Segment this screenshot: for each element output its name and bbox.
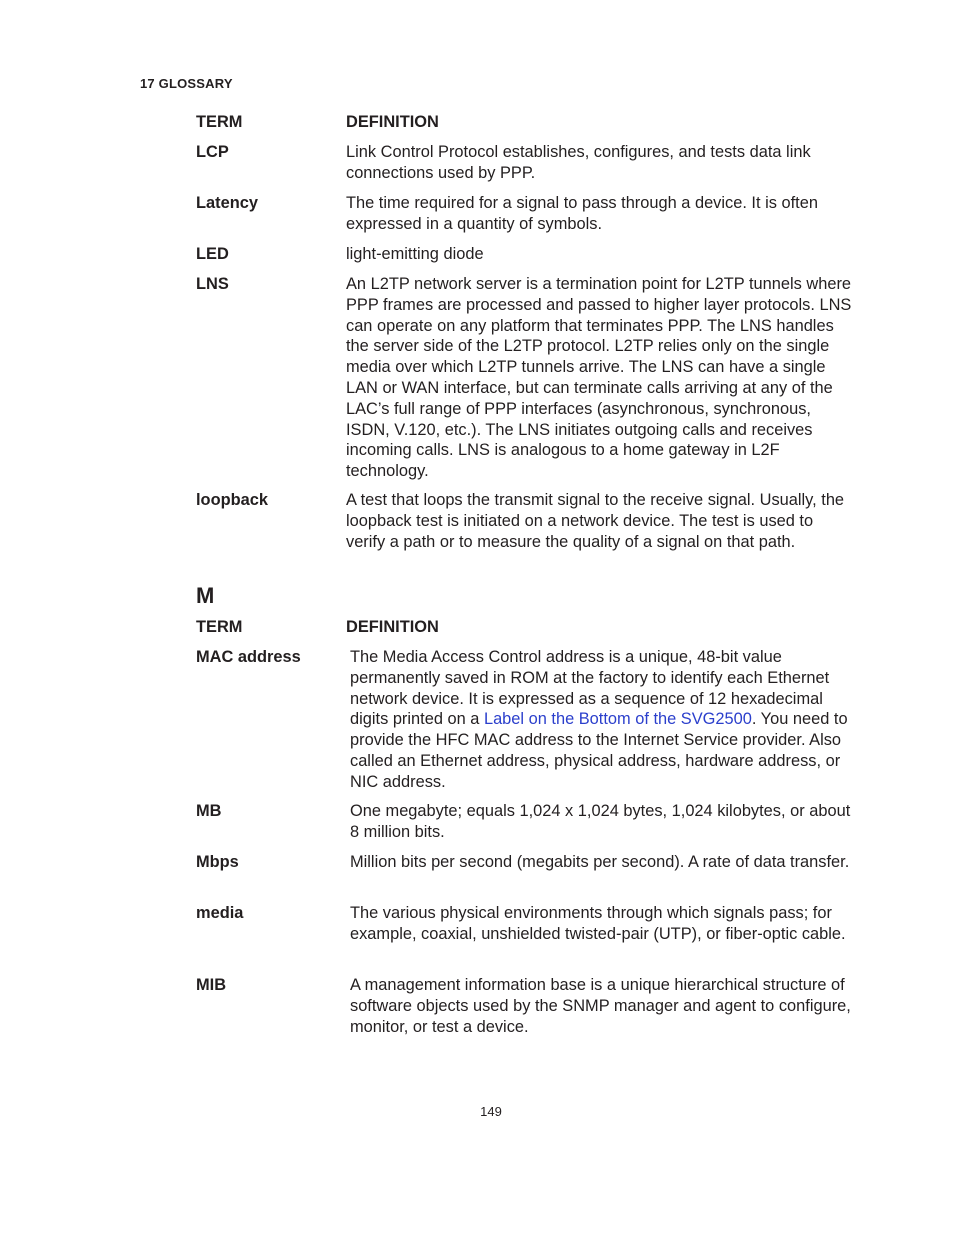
definition-column-header: DEFINITION: [346, 113, 439, 131]
glossary-entry: [196, 852, 856, 873]
glossary-entry: [196, 490, 856, 552]
glossary-definition: Million bits per second (megabits per second). A rate of data transfer.: [350, 853, 850, 871]
glossary-section-l: [196, 112, 856, 582]
glossary-definition: The time required for a signal to pass through a device. It is often expressed in a quantity of symbols.: [346, 194, 818, 233]
glossary-entry: [196, 142, 856, 184]
page-number: 149: [480, 1104, 502, 1119]
glossary-definition: light-emitting diode: [346, 245, 484, 263]
glossary-term: LED: [196, 245, 229, 263]
definition-column-header: DEFINITION: [346, 618, 439, 636]
glossary-term: MIB: [196, 976, 227, 994]
glossary-entry: [196, 903, 856, 945]
term-column-header: TERM: [196, 618, 243, 636]
glossary-term: MAC address: [196, 648, 301, 666]
term-column-header: TERM: [196, 113, 243, 131]
glossary-definition: One megabyte; equals 1,024 x 1,024 bytes, 1,024 kilobytes, or about 8 million bits.: [350, 802, 851, 841]
glossary-entry: [196, 975, 856, 1037]
glossary-entry: [196, 801, 856, 843]
glossary-header-row: [196, 617, 856, 638]
glossary-header-row: [196, 112, 856, 133]
definition-text: The Media Access Control address is a unique, 48-bit value permanently saved in ROM at the factory to identify each Ethernet network device. It is expressed as a sequence of 12 hexadecimal digits printed on a: [350, 648, 830, 729]
definition-text: . You need to provide the HFC MAC address to the Internet Service provider. Also called an Ethernet address, physical address, hardware address, or NIC address.: [350, 710, 848, 791]
glossary-term: Latency: [196, 194, 258, 212]
glossary-definition: [350, 647, 856, 793]
glossary-entry: [196, 274, 856, 482]
glossary-entry: [196, 244, 856, 265]
glossary-term: loopback: [196, 491, 268, 509]
chapter-header: 17 GLOSSARY: [140, 76, 233, 91]
glossary-definition: A test that loops the transmit signal to the receive signal. Usually, the loopback test is initiated on a network device. The test is used to verify a path or to measure the quality of a signal on that path.: [346, 491, 845, 551]
section-letter-heading: M: [196, 583, 215, 608]
glossary-definition: The various physical environments through which signals pass; for example, coaxial, unshielded twisted-pair (UTP), or fiber-optic cable.: [350, 904, 846, 943]
glossary-term: media: [196, 904, 244, 922]
glossary-section-m: [196, 617, 856, 1047]
glossary-definition: Link Control Protocol establishes, configures, and tests data link connections used by PPP.: [346, 143, 811, 182]
glossary-term: Mbps: [196, 853, 239, 871]
glossary-entry: [196, 647, 856, 793]
glossary-term: LCP: [196, 143, 229, 161]
glossary-entry: [196, 193, 856, 235]
glossary-definition: A management information base is a unique hierarchical structure of software objects used by the SNMP manager and agent to configure, monitor, or test a device.: [350, 976, 851, 1036]
label-bottom-link[interactable]: Label on the Bottom of the SVG2500: [483, 710, 752, 729]
glossary-term: MB: [196, 802, 222, 820]
glossary-term: LNS: [196, 275, 229, 293]
glossary-definition: An L2TP network server is a termination point for L2TP tunnels where PPP frames are processed and passed to higher layer protocols. LNS can operate on any platform that terminates PPP. The LNS handles the server side of the L2TP protocol. L2TP relies only on the single media over which L2TP tunnels arrive. The LNS can have a single LAN or WAN interface, but can terminate calls arriving at any of the LAC’s full range of PPP interfaces (asynchronous, synchronous, ISDN, V.120, etc.). The LNS initiates outgoing calls and receives incoming calls. LNS is analogous to a home gateway in L2F technology.: [346, 275, 852, 481]
